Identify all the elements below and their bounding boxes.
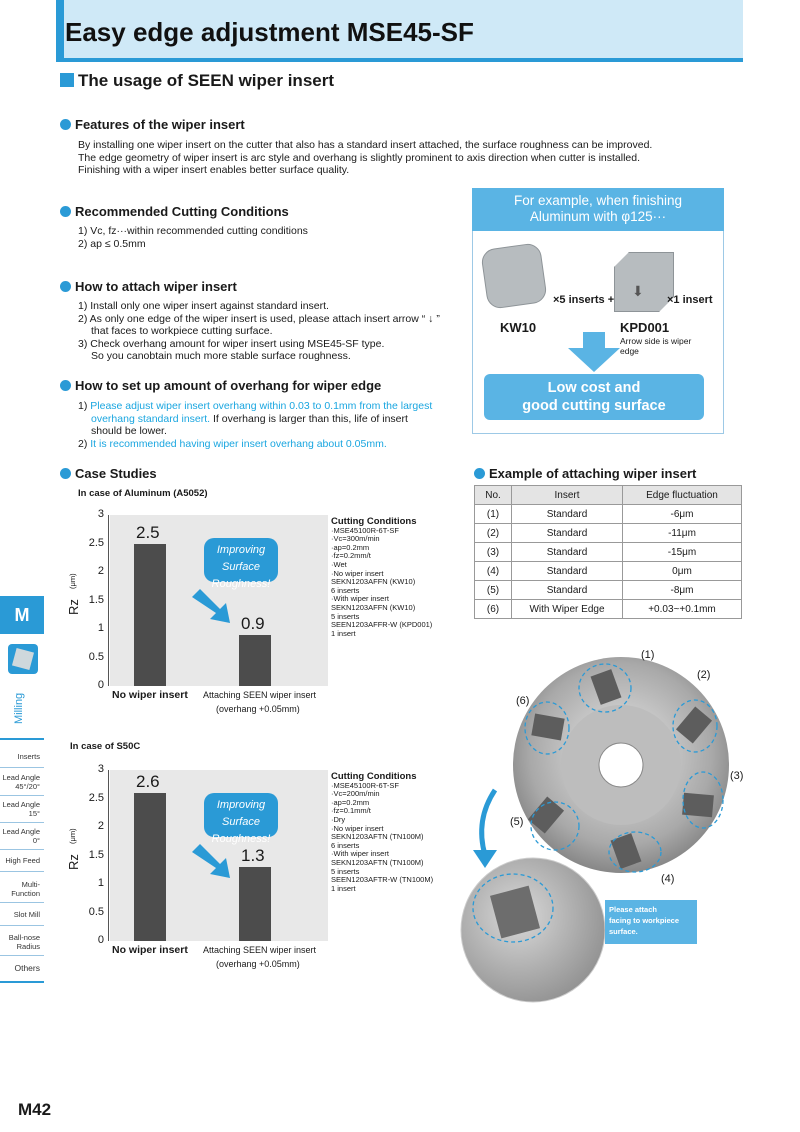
sidebar-section-tab[interactable]: M	[0, 596, 44, 634]
category-label: Attaching SEEN wiper insert	[203, 690, 317, 700]
bullet-icon	[60, 281, 71, 292]
callout-line: Improving Surface	[216, 544, 266, 573]
condition-line: 6 inserts	[331, 585, 360, 595]
attach-line: that faces to workpiece cutting surface.	[91, 325, 273, 337]
condition-line: SEEN1203AFFR-W (KPD001)	[331, 620, 433, 630]
table-cell: Standard	[512, 524, 623, 543]
table-header-cell: No.	[475, 486, 512, 505]
example-header-line: Aluminum with φ125···	[529, 209, 667, 224]
condition-line: ·With wiper insert	[331, 849, 389, 859]
table-cell: -8μm	[623, 581, 742, 600]
curve-arrowhead-icon	[473, 850, 497, 868]
y-axis-unit: (μm)	[68, 572, 77, 589]
bullet-icon	[60, 468, 71, 479]
condition-line: ·fz=0.1mm/t	[331, 806, 371, 816]
condition-line: 1 insert	[331, 883, 356, 893]
y-tick-label: 1	[97, 622, 104, 634]
table-row	[475, 524, 742, 543]
cutter-illustration	[455, 640, 755, 1020]
callout-line: Roughness!	[211, 833, 271, 845]
table-row	[475, 600, 742, 619]
attach-text	[78, 300, 468, 363]
kw10-quantity: ×5 inserts +	[553, 294, 615, 306]
condition-line: SEKN1203AFTN (TN100M)	[331, 857, 424, 867]
section-heading	[60, 71, 334, 91]
y-tick-label: 2.5	[88, 791, 104, 804]
table-header-row	[475, 486, 742, 505]
table-cell: (3)	[475, 543, 512, 562]
cutter-label: (1)	[641, 649, 655, 661]
kpd001-note	[620, 336, 691, 356]
overhang-text	[78, 400, 468, 450]
features-line: Finishing with a wiper insert enables better surface quality.	[78, 164, 350, 176]
table-row	[475, 581, 742, 600]
y-tick-label: 2.5	[88, 536, 104, 549]
arrow-down-icon: ⬇	[632, 283, 644, 299]
callout-arrow-icon	[192, 844, 234, 880]
features-heading-text: Features of the wiper insert	[75, 117, 245, 132]
cutter-label: (3)	[730, 770, 744, 782]
table-cell: Standard	[512, 543, 623, 562]
recommended-heading	[60, 204, 289, 219]
category-label: No wiper insert	[112, 689, 188, 701]
category-label: Attaching SEEN wiper insert	[203, 945, 317, 955]
sidebar-item-label: Ball-nose	[8, 933, 40, 942]
condition-line: 1 insert	[331, 628, 356, 638]
y-axis-unit: (μm)	[68, 827, 77, 844]
title-bar	[57, 0, 743, 62]
bar-value-label: 0.9	[241, 613, 265, 633]
condition-line: ·No wiper insert	[331, 823, 384, 833]
cutter-label: (6)	[516, 695, 530, 707]
category-note: (overhang +0.05mm)	[216, 959, 300, 969]
recommended-line: 2) ap ≤ 0.5mm	[78, 237, 146, 250]
condition-line: SEKN1203AFFN (KW10)	[331, 577, 416, 587]
sidebar-item-label: Lead Angle	[2, 773, 40, 782]
overhang-line: overhang standard insert.	[91, 412, 211, 425]
y-axis-label: Rz	[66, 598, 81, 615]
result-arrow-icon	[568, 332, 620, 372]
condition-line: ·Dry	[331, 814, 346, 824]
chart-bar	[134, 544, 166, 687]
title-accent	[56, 0, 64, 62]
condition-line: SEKN1203AFTN (TN100M)	[331, 832, 424, 842]
cutter-note-line: facing to workpiece	[609, 916, 680, 925]
table-cell: Standard	[512, 505, 623, 524]
condition-line: 6 inserts	[331, 840, 360, 850]
sidebar-item-inserts[interactable]	[0, 752, 44, 768]
cutting-conditions-box	[331, 518, 441, 638]
cutting-conditions-title: Cutting Conditions	[331, 516, 417, 527]
cutter-note	[609, 904, 679, 937]
result-line: Low cost and	[547, 380, 641, 396]
page-title: Easy edge adjustment MSE45-SF	[65, 17, 474, 47]
features-text	[78, 139, 738, 177]
table-cell: Standard	[512, 581, 623, 600]
recommended-line: 1) Vc, fz···within recommended cutting conditions	[78, 225, 308, 237]
attach-line: 3) Check overhang amount for wiper insert using MSE45-SF type.	[78, 337, 385, 350]
bar-value-label: 2.5	[136, 522, 160, 542]
overhang-num: 1)	[78, 400, 91, 412]
sidebar-item-others[interactable]	[0, 963, 44, 983]
result-line: good cutting surface	[522, 398, 666, 414]
case-studies-heading	[60, 466, 157, 481]
chart-bar	[239, 867, 271, 941]
sidebar-item-ball-nose[interactable]	[0, 933, 44, 956]
kw10-insert-image	[480, 242, 548, 310]
y-tick-label: 0.5	[88, 650, 104, 663]
cutter-note-line: Please attach	[609, 905, 657, 914]
y-tick-label: 0	[97, 934, 104, 946]
overhang-heading-text: How to set up amount of overhang for wiper edge	[75, 378, 382, 393]
sidebar-item-label: 0°	[32, 836, 40, 845]
condition-line: ·ap=0.2mm	[331, 542, 370, 552]
y-tick-label: 1.5	[88, 593, 104, 606]
section-title: The usage of SEEN wiper insert	[78, 71, 335, 90]
overhang-line: Please adjust wiper insert overhang within 0.03 to 0.1mm from the largest	[90, 400, 433, 412]
y-tick-label: 2	[97, 565, 104, 577]
chart-bar	[134, 793, 166, 941]
table-cell: -6μm	[623, 505, 742, 524]
kpd001-insert-image	[614, 252, 674, 312]
curve-arrow-icon	[482, 790, 495, 855]
condition-line: ·ap=0.2mm	[331, 797, 370, 807]
example-table-heading	[474, 466, 696, 481]
bullet-icon	[60, 119, 71, 130]
callout-line: Roughness!	[211, 578, 271, 590]
table-cell: (2)	[475, 524, 512, 543]
sidebar-item-label: Lead Angle	[2, 827, 40, 836]
callout-line: Improving Surface	[216, 799, 266, 828]
y-axis-line	[108, 515, 109, 686]
condition-line: ·Vc=300m/min	[331, 534, 380, 544]
cutter-label: (5)	[510, 816, 524, 828]
table-cell: (1)	[475, 505, 512, 524]
result-banner	[484, 374, 704, 420]
sidebar-item-lead-angle-45[interactable]	[0, 773, 44, 796]
sidebar-item-label: Inserts	[17, 752, 40, 761]
table-cell: Standard	[512, 562, 623, 581]
bar-value-label: 2.6	[136, 771, 160, 791]
table-cell: +0.03~+0.1mm	[623, 600, 742, 619]
condition-line: SEEN1203AFTR-W (TN100M)	[331, 875, 434, 885]
example-header	[472, 188, 724, 231]
table-header-cell: Insert	[512, 486, 623, 505]
improving-callout	[204, 538, 278, 590]
attach-line: 1) Install only one wiper insert against standard insert.	[78, 300, 329, 312]
sidebar-item-lead-angle-0[interactable]	[0, 827, 44, 850]
condition-line: ·No wiper insert	[331, 568, 384, 578]
condition-line: 5 inserts	[331, 866, 360, 876]
y-tick-label: 3	[97, 763, 104, 775]
insert-slot	[682, 793, 714, 818]
chart-bar	[239, 635, 271, 686]
table-cell: -11μm	[623, 524, 742, 543]
cutter-note-line: surface.	[609, 927, 638, 936]
sidebar-item-high-feed[interactable]	[0, 856, 44, 872]
square-bullet-icon	[60, 73, 74, 87]
condition-line: ·With wiper insert	[331, 594, 389, 604]
overhang-heading	[60, 378, 381, 393]
example-table	[474, 485, 742, 619]
sidebar-item-lead-angle-15[interactable]	[0, 800, 44, 823]
attach-line: So you canobtain much more stable surface roughness.	[91, 350, 351, 362]
sidebar-item-label: Radius	[16, 942, 40, 951]
y-tick-label: 0	[97, 679, 104, 691]
sidebar-item-label: 15°	[28, 809, 40, 818]
condition-line: ·fz=0.2mm/t	[331, 551, 371, 561]
table-cell: (5)	[475, 581, 512, 600]
overhang-line: should be lower.	[91, 425, 167, 437]
sidebar-item-slot-mill[interactable]	[0, 910, 44, 926]
kpd001-quantity: ×1 insert	[667, 294, 713, 306]
chart1-title: In case of Aluminum (A5052)	[78, 488, 208, 499]
bullet-icon	[60, 380, 71, 391]
sidebar-item-label: High Feed	[5, 856, 40, 865]
kpd001-note-line: Arrow side is wiper	[620, 336, 692, 346]
sidebar-item-label: Multi-	[21, 880, 40, 889]
callout-arrow-icon	[192, 589, 234, 625]
cutting-conditions-title: Cutting Conditions	[331, 771, 417, 782]
table-cell: (4)	[475, 562, 512, 581]
table-cell: -15μm	[623, 543, 742, 562]
recommended-heading-text: Recommended Cutting Conditions	[75, 204, 289, 219]
category-note: (overhang +0.05mm)	[216, 704, 300, 714]
y-tick-label: 3	[97, 508, 104, 520]
category-label: No wiper insert	[112, 944, 188, 956]
case-studies-heading-text: Case Studies	[75, 466, 157, 481]
cutter-bore	[599, 743, 643, 787]
features-line: The edge geometry of wiper insert is arc style and overhang is slightly prominent to axis direction when cutter is installed.	[78, 151, 641, 164]
features-heading	[60, 117, 245, 132]
milling-icon	[8, 644, 38, 674]
table-cell: 0μm	[623, 562, 742, 581]
y-tick-label: 1	[97, 877, 104, 889]
condition-line: ·Wet	[331, 559, 347, 569]
condition-line: ·MSE45100R-6T-SF	[331, 525, 399, 535]
y-axis-line	[108, 770, 109, 941]
condition-line: ·MSE45100R-6T-SF	[331, 780, 399, 790]
overhang-line: If overhang is larger than this, life of insert	[210, 412, 408, 425]
kw10-label: KW10	[500, 320, 537, 335]
table-header-cell: Edge fluctuation	[623, 486, 742, 505]
bullet-icon	[474, 468, 485, 479]
condition-line: 5 inserts	[331, 611, 360, 621]
y-axis-label: Rz	[66, 853, 81, 870]
sidebar-item-label: Others	[14, 963, 40, 973]
overhang-line: It is recommended having wiper insert overhang about 0.05mm.	[90, 437, 387, 450]
sidebar-item-label: 45°/20°	[15, 782, 40, 791]
attach-heading-text: How to attach wiper insert	[75, 279, 237, 294]
attach-line: 2) As only one edge of the wiper insert is used, please attach insert arrow “ ↓ ”	[78, 312, 440, 325]
table-row	[475, 505, 742, 524]
cutting-conditions-box	[331, 773, 441, 893]
attach-heading	[60, 279, 237, 294]
example-table-heading-text: Example of attaching wiper insert	[489, 466, 697, 481]
y-tick-label: 0.5	[88, 905, 104, 918]
cutter-label: (2)	[697, 669, 711, 681]
cutter-label: (4)	[661, 873, 675, 885]
table-row	[475, 543, 742, 562]
title-rule	[57, 58, 743, 62]
sidebar-item-multi-function[interactable]	[0, 880, 44, 903]
sidebar-milling-label: Milling	[13, 692, 25, 724]
bullet-icon	[60, 206, 71, 217]
condition-line: ·Vc=200m/min	[331, 789, 380, 799]
table-row	[475, 562, 742, 581]
sidebar-item-label: Slot Mill	[13, 910, 40, 919]
table-cell: (6)	[475, 600, 512, 619]
y-tick-label: 2	[97, 820, 104, 832]
sidebar-item-label: Lead Angle	[2, 800, 40, 809]
condition-line: SEKN1203AFFN (KW10)	[331, 602, 416, 612]
improving-callout	[204, 793, 278, 845]
example-header-line: For example, when finishing	[513, 193, 683, 208]
sidebar-item-label: Function	[11, 889, 40, 898]
bar-value-label: 1.3	[241, 845, 265, 865]
chart2-title: In case of S50C	[70, 741, 141, 752]
table-cell: With Wiper Edge	[512, 600, 623, 619]
recommended-text	[78, 225, 308, 250]
page-number: M42	[18, 1100, 52, 1119]
y-tick-label: 1.5	[88, 848, 104, 861]
overhang-num: 2)	[78, 437, 91, 450]
kpd001-label: KPD001	[620, 320, 670, 335]
kpd001-note-line: edge	[620, 346, 639, 356]
features-line: By installing one wiper insert on the cutter that also has a standard insert attached, the surface roughness can be improved.	[78, 139, 653, 151]
